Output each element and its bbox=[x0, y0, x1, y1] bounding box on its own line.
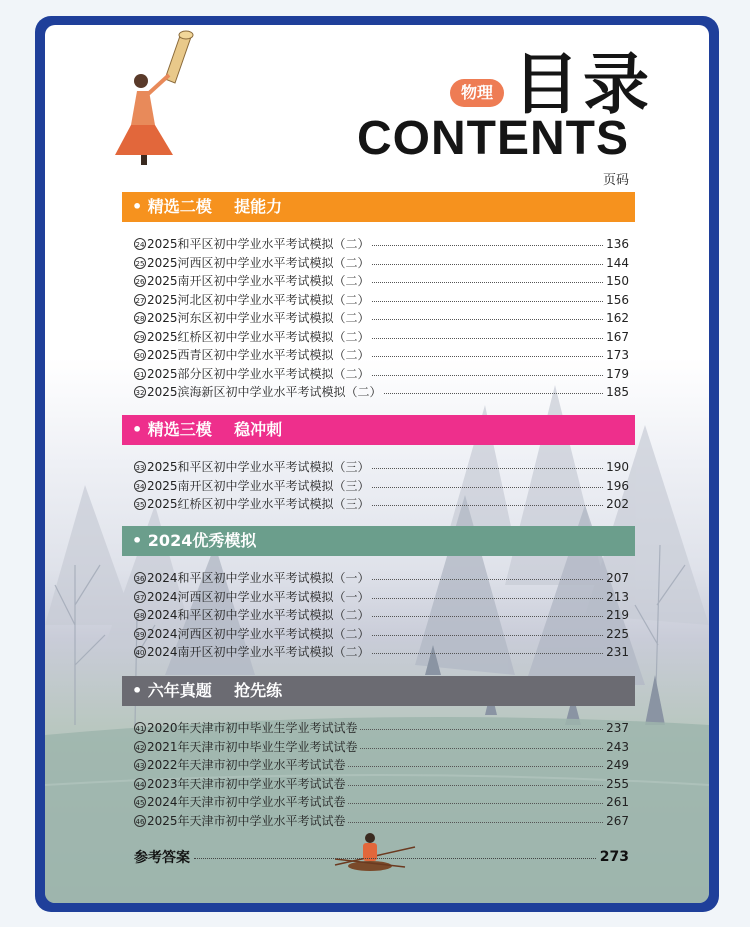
entry-title: 2021年天津市初中毕业生学业考试试卷 bbox=[147, 739, 358, 754]
entry-number-badge: 39 bbox=[134, 628, 146, 640]
entry-number-badge: 43 bbox=[134, 759, 146, 771]
section-header-2nd-mock: • 精选二模 提能力 bbox=[122, 192, 635, 222]
entry-page-number: 261 bbox=[606, 795, 629, 809]
dot-leader bbox=[372, 244, 603, 246]
entry-title: 2025南开区初中学业水平考试模拟（二） bbox=[147, 274, 370, 288]
entry-page-number: 162 bbox=[606, 311, 629, 325]
dot-leader bbox=[372, 318, 603, 320]
toc-entry[interactable] bbox=[134, 793, 629, 811]
entry-title: 2024河西区初中学业水平考试模拟（二） bbox=[147, 626, 370, 641]
toc-entry[interactable] bbox=[134, 383, 629, 401]
toc-entry[interactable] bbox=[134, 477, 629, 495]
toc-entry[interactable] bbox=[134, 719, 629, 737]
answer-key-page: 273 bbox=[599, 849, 629, 865]
dot-leader bbox=[348, 784, 603, 786]
dot-leader bbox=[372, 652, 603, 654]
entry-number-badge: 36 bbox=[134, 572, 146, 584]
toc-entry[interactable] bbox=[134, 738, 629, 756]
toc-entry[interactable] bbox=[134, 309, 629, 327]
toc-entry[interactable] bbox=[134, 365, 629, 383]
entry-number-badge: 42 bbox=[134, 741, 146, 753]
dot-leader bbox=[372, 578, 603, 580]
entry-number-badge: 28 bbox=[134, 312, 146, 324]
entry-number-badge: 24 bbox=[134, 238, 146, 250]
dot-leader bbox=[360, 728, 603, 730]
entry-page-number: 207 bbox=[606, 571, 629, 585]
dot-leader bbox=[372, 374, 603, 376]
dot-leader bbox=[372, 263, 603, 265]
toc-entry[interactable] bbox=[134, 346, 629, 364]
dot-leader bbox=[360, 747, 603, 749]
entry-title: 2025南开区初中学业水平考试模拟（三） bbox=[147, 478, 370, 493]
entry-number-badge: 41 bbox=[134, 722, 146, 734]
entry-number-badge: 25 bbox=[134, 257, 146, 269]
entry-title: 2025河北区初中学业水平考试模拟（二） bbox=[147, 292, 370, 307]
entry-title: 2024南开区初中学业水平考试模拟（二） bbox=[147, 645, 370, 659]
entry-number-badge: 27 bbox=[134, 294, 146, 306]
entry-number-badge: 44 bbox=[134, 778, 146, 790]
entry-title: 2024和平区初中学业水平考试模拟（一） bbox=[147, 571, 370, 585]
subject-badge: 物理 bbox=[450, 79, 504, 107]
entry-number-badge: 26 bbox=[134, 275, 146, 287]
toc-entry[interactable] bbox=[134, 291, 629, 309]
entry-page-number: 167 bbox=[606, 329, 629, 344]
entry-page-number: 219 bbox=[606, 608, 629, 622]
entry-number-badge: 34 bbox=[134, 480, 146, 492]
entry-title: 2024和平区初中学业水平考试模拟（二） bbox=[147, 608, 370, 622]
section-header-past-exams: • 六年真题 抢先练 bbox=[122, 676, 635, 706]
dot-leader bbox=[372, 634, 603, 636]
entry-title: 2025西青区初中学业水平考试模拟（二） bbox=[147, 348, 370, 362]
toc-entry[interactable] bbox=[134, 328, 629, 346]
entry-page-number: 190 bbox=[606, 460, 629, 474]
toc-entry[interactable] bbox=[134, 495, 629, 513]
toc-entry[interactable] bbox=[134, 235, 629, 253]
dot-leader bbox=[372, 355, 603, 357]
entry-page-number: 267 bbox=[606, 813, 629, 828]
entry-page-number: 225 bbox=[606, 626, 629, 641]
entry-page-number: 243 bbox=[606, 739, 629, 754]
entry-title: 2024年天津市初中学业水平考试试卷 bbox=[147, 795, 346, 809]
dot-leader bbox=[348, 765, 603, 767]
entry-title: 2025红桥区初中学业水平考试模拟（二） bbox=[147, 329, 370, 344]
toc-entry[interactable] bbox=[134, 458, 629, 476]
dot-leader bbox=[348, 802, 603, 804]
toc-entry[interactable] bbox=[134, 606, 629, 624]
section-header-3rd-mock: • 精选三模 稳冲刺 bbox=[122, 415, 635, 445]
dot-leader bbox=[348, 821, 603, 823]
entry-title: 2023年天津市初中学业水平考试试卷 bbox=[147, 776, 346, 791]
entry-page-number: 156 bbox=[606, 292, 629, 307]
contents-heading: CONTENTS bbox=[357, 112, 629, 165]
entry-title: 2022年天津市初中学业水平考试试卷 bbox=[147, 758, 346, 772]
entry-number-badge: 37 bbox=[134, 591, 146, 603]
entry-number-badge: 31 bbox=[134, 368, 146, 380]
entry-title: 2025和平区初中学业水平考试模拟（三） bbox=[147, 460, 370, 474]
entry-title: 2020年天津市初中毕业生学业考试试卷 bbox=[147, 721, 358, 735]
entry-page-number: 231 bbox=[606, 645, 629, 659]
answer-key-entry[interactable] bbox=[134, 847, 629, 867]
dot-leader bbox=[372, 597, 603, 599]
entry-number-badge: 35 bbox=[134, 498, 146, 510]
toc-entry[interactable] bbox=[134, 775, 629, 793]
entry-page-number: 196 bbox=[606, 478, 629, 493]
entry-page-number: 173 bbox=[606, 348, 629, 362]
entry-number-badge: 30 bbox=[134, 349, 146, 361]
dot-leader bbox=[372, 281, 603, 283]
entry-page-number: 136 bbox=[606, 237, 629, 251]
dot-leader bbox=[372, 467, 603, 469]
entry-number-badge: 33 bbox=[134, 461, 146, 473]
entry-number-badge: 38 bbox=[134, 609, 146, 621]
toc-entry[interactable] bbox=[134, 756, 629, 774]
entry-page-number: 213 bbox=[606, 589, 629, 604]
figure-illustration bbox=[115, 31, 193, 165]
entry-number-badge: 29 bbox=[134, 331, 146, 343]
dot-leader bbox=[372, 300, 603, 302]
toc-entry[interactable] bbox=[134, 254, 629, 272]
toc-entry[interactable] bbox=[134, 272, 629, 290]
entry-title: 2025年天津市初中学业水平考试试卷 bbox=[147, 813, 346, 828]
entry-page-number: 179 bbox=[606, 366, 629, 381]
entry-title: 2025红桥区初中学业水平考试模拟（三） bbox=[147, 497, 370, 511]
dot-leader bbox=[372, 486, 603, 488]
dot-leader bbox=[372, 337, 603, 339]
entry-title: 2025和平区初中学业水平考试模拟（二） bbox=[147, 237, 370, 251]
entry-title: 2025滨海新区初中学业水平考试模拟（二） bbox=[147, 385, 382, 399]
entry-number-badge: 32 bbox=[134, 386, 146, 398]
toc-entry[interactable] bbox=[134, 625, 629, 643]
entry-title: 2025河西区初中学业水平考试模拟（二） bbox=[147, 255, 370, 270]
entry-number-badge: 46 bbox=[134, 815, 146, 827]
entry-page-number: 255 bbox=[606, 776, 629, 791]
entry-page-number: 249 bbox=[606, 758, 629, 772]
entry-title: 2025部分区初中学业水平考试模拟（二） bbox=[147, 366, 370, 381]
entry-page-number: 185 bbox=[606, 385, 629, 399]
entry-title: 2025河东区初中学业水平考试模拟（二） bbox=[147, 311, 370, 325]
toc-entry[interactable] bbox=[134, 569, 629, 587]
entry-page-number: 150 bbox=[606, 274, 629, 288]
page-title: 目录 bbox=[513, 46, 653, 123]
page-number-column-label: 页码 bbox=[603, 173, 630, 188]
toc-page bbox=[45, 25, 709, 903]
answer-key-label: 参考答案 bbox=[134, 850, 190, 866]
entry-title: 2024河西区初中学业水平考试模拟（一） bbox=[147, 589, 370, 604]
section-header-2024-mock: • 2024优秀模拟 bbox=[122, 526, 635, 556]
entry-page-number: 144 bbox=[606, 255, 629, 270]
entry-page-number: 237 bbox=[606, 721, 629, 735]
dot-leader bbox=[194, 858, 596, 859]
toc-entry[interactable] bbox=[134, 643, 629, 661]
entry-number-badge: 45 bbox=[134, 796, 146, 808]
toc-entry[interactable] bbox=[134, 812, 629, 830]
entry-number-badge: 40 bbox=[134, 646, 146, 658]
entry-page-number: 202 bbox=[606, 497, 629, 511]
dot-leader bbox=[372, 504, 603, 506]
toc-entry[interactable] bbox=[134, 588, 629, 606]
dot-leader bbox=[384, 392, 603, 394]
dot-leader bbox=[372, 615, 603, 617]
